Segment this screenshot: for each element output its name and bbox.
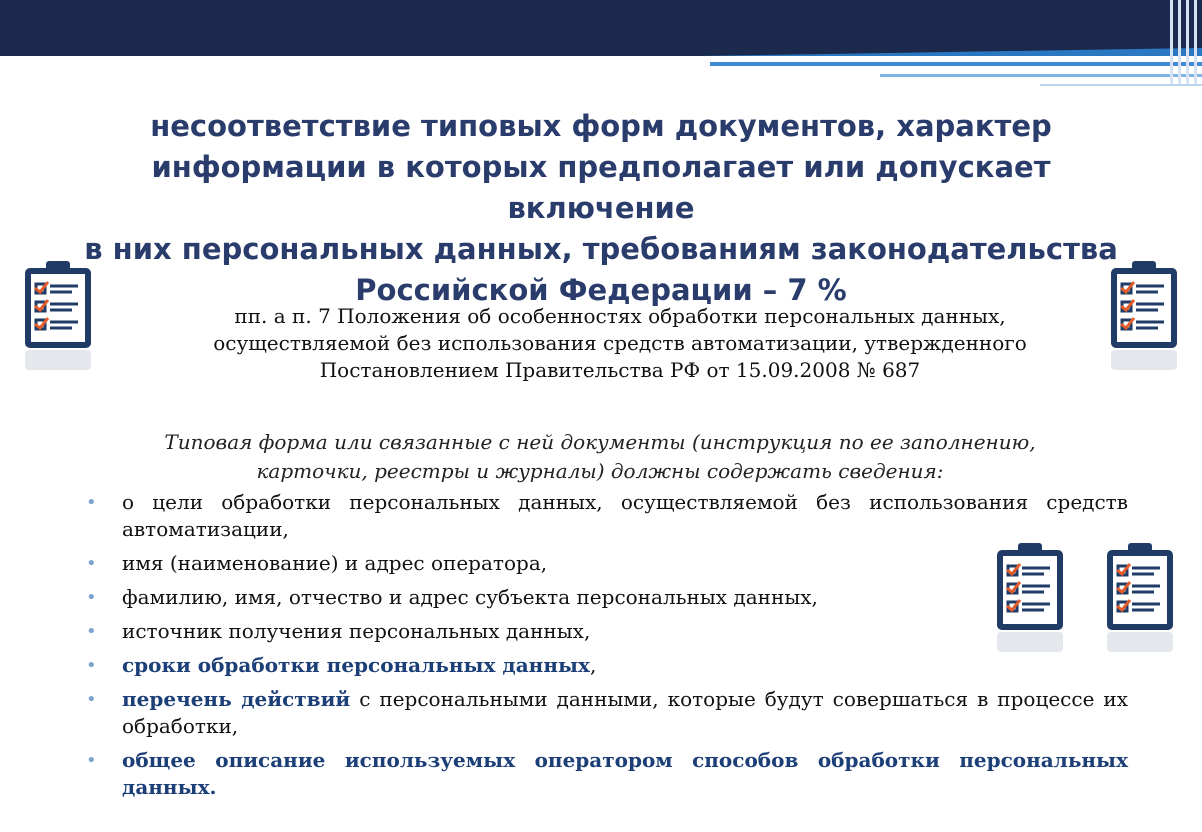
list-item xyxy=(82,618,952,645)
list-item xyxy=(82,550,952,577)
item-text: имя (наименование) и адрес оператора, xyxy=(122,551,548,575)
bullet: • xyxy=(86,621,97,642)
list-item xyxy=(82,747,1128,801)
corner-decoration xyxy=(1166,0,1202,84)
list-item xyxy=(82,489,1128,543)
reference-line: пп. а п. 7 Положения об особенностях обработки персональных данных, xyxy=(234,304,1006,328)
requirements-list xyxy=(82,489,1128,808)
item-text: с персональными данными, которые будут совершаться в процессе их обработки, xyxy=(122,687,1128,738)
item-text: , xyxy=(589,653,597,677)
bullet: • xyxy=(86,492,97,513)
checklist-clipboard-icon xyxy=(22,256,94,374)
bullet: • xyxy=(86,587,97,608)
intro-line: Типовая форма или связанные с ней документы (инструкция по ее заполнению, xyxy=(164,430,1036,454)
title-line: информации в которых предполагает или допускает включение xyxy=(151,150,1051,225)
slide-title xyxy=(60,106,1142,311)
title-line: Российской Федерации – 7 % xyxy=(355,273,847,307)
checklist-clipboard-icon xyxy=(1108,256,1180,374)
item-bold-text: сроки обработки персональных данных xyxy=(122,653,590,677)
header-stripe xyxy=(710,62,1202,66)
item-bold-text: общее описание используемых оператором способов обработки персональных данных. xyxy=(122,748,1128,799)
bullet: • xyxy=(86,750,97,771)
reference-line: осуществляемой без использования средств автоматизации, утвержденного xyxy=(213,331,1027,355)
list-item xyxy=(82,584,952,611)
reference-line: Постановлением Правительства РФ от 15.09.2008 № 687 xyxy=(319,358,921,382)
title-line: несоответствие типовых форм документов, характер xyxy=(150,109,1052,143)
item-bold-text: перечень действий xyxy=(122,687,351,711)
title-line: в них персональных данных, требованиям законодательства xyxy=(84,232,1118,266)
legal-reference xyxy=(140,303,1100,384)
item-text: источник получения персональных данных, xyxy=(122,619,591,643)
item-text: фамилию, имя, отчество и адрес субъекта персональных данных, xyxy=(122,585,818,609)
bullet: • xyxy=(86,689,97,710)
header-stripe xyxy=(1040,84,1202,86)
header-banner xyxy=(0,0,1202,42)
item-text: о цели обработки персональных данных, осуществляемой без использования средств автоматизации, xyxy=(122,490,1128,541)
list-item xyxy=(82,686,1128,740)
list-item xyxy=(82,652,952,679)
bullet: • xyxy=(86,655,97,676)
header-stripe xyxy=(880,74,1202,77)
checklist-clipboard-icon xyxy=(1104,538,1176,656)
checklist-clipboard-icon xyxy=(994,538,1066,656)
intro-line: карточки, реестры и журналы) должны содержать сведения: xyxy=(256,459,944,483)
intro-text xyxy=(80,428,1120,486)
bullet: • xyxy=(86,553,97,574)
